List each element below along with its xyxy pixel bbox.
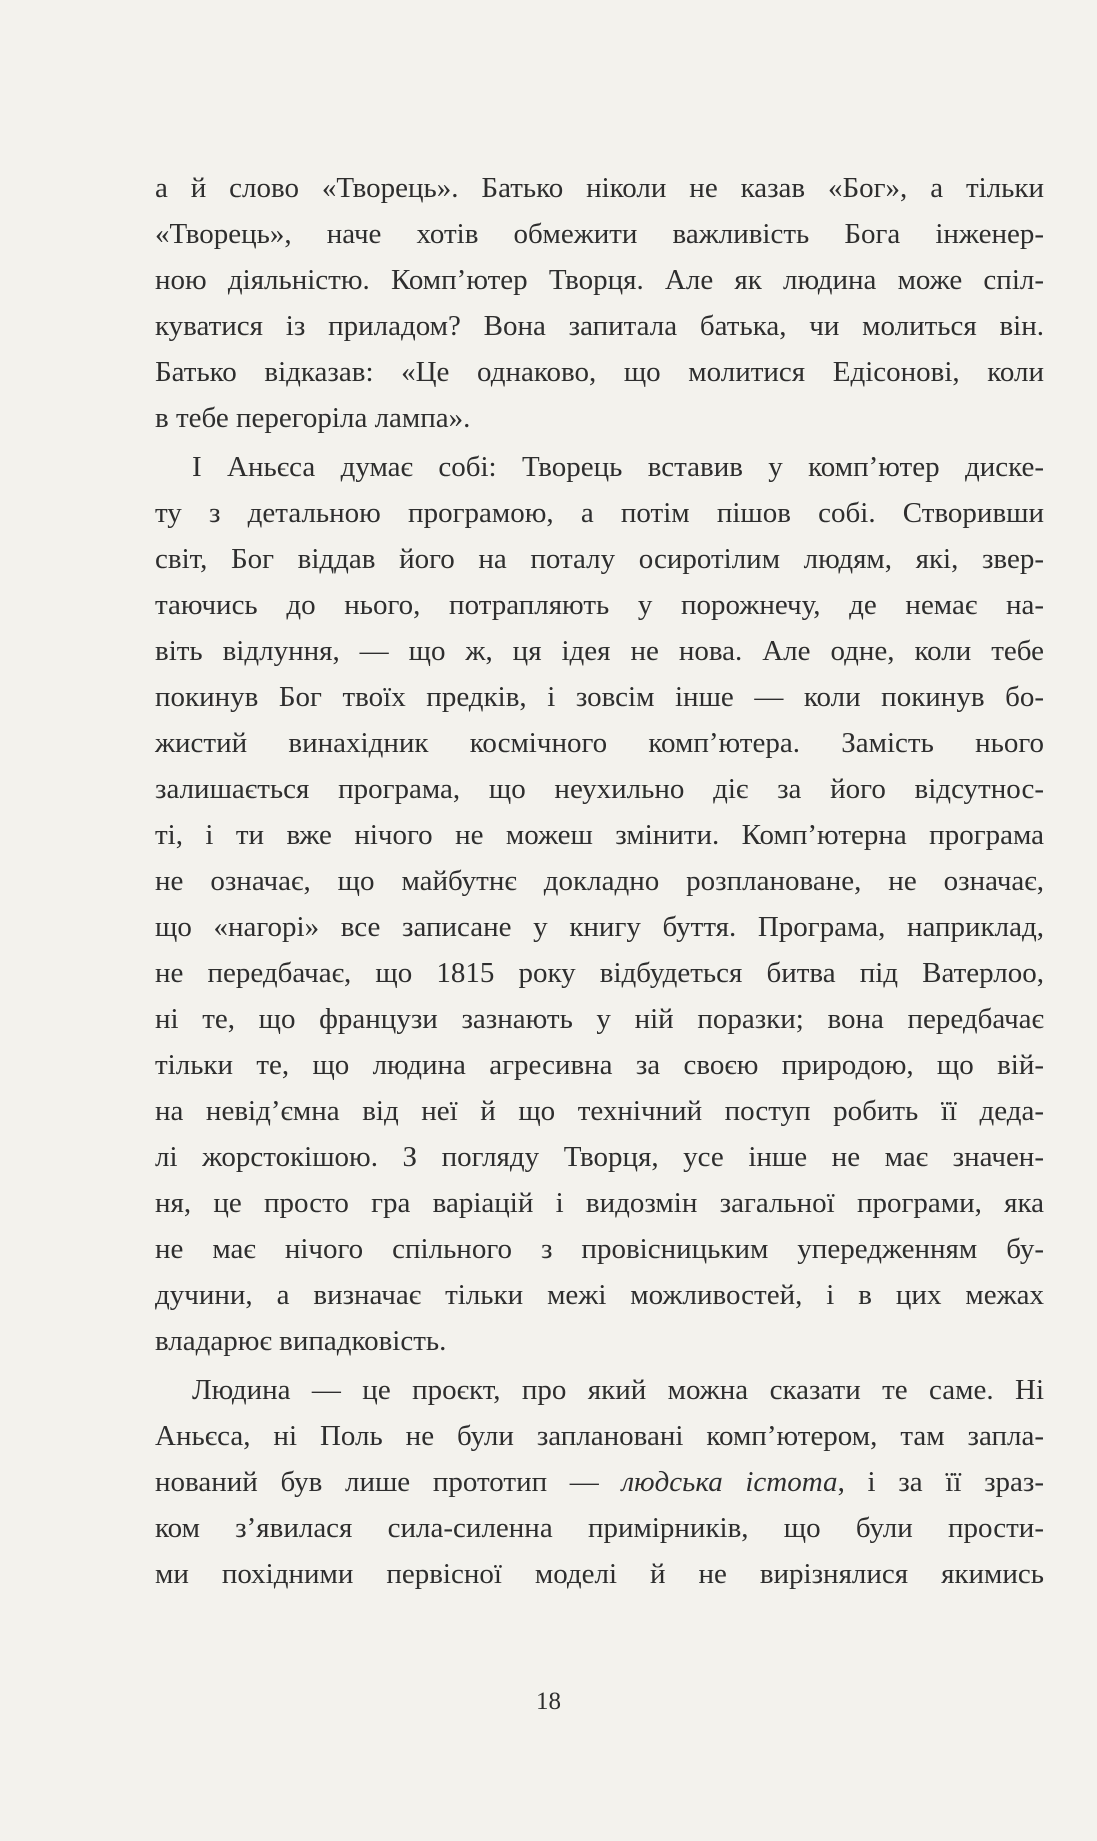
text-line: куватися із приладом? Вона запитала батька, чи молиться він. <box>155 310 1044 342</box>
text-line: лі жорстокішою. З погляду Творця, усе інше не має значен- <box>155 1141 1044 1173</box>
text-line: тільки те, що людина агресивна за своєю природою, що вій- <box>155 1049 1044 1081</box>
text-line: не передбачає, що 1815 року відбудеться битва під Ватерлоо, <box>155 957 1044 989</box>
text-line: дучини, а визначає тільки межі можливостей, і в цих межах <box>155 1279 1044 1311</box>
text-line: ною діяльністю. Комп’ютер Творця. Але як людина може спіл- <box>155 264 1044 296</box>
text-segment: , і за її зраз- <box>837 1466 1045 1498</box>
text-line: що «нагорі» все записане у книгу буття. Програма, наприклад, <box>155 911 1044 943</box>
text-line: залишається програма, що неухильно діє за його відсутнос- <box>155 773 1044 805</box>
italic-phrase: людська істота <box>621 1466 838 1498</box>
text-line: не має нічого спільного з провісницьким упередженням бу- <box>155 1233 1044 1265</box>
text-line: покинув Бог твоїх предків, і зовсім інше — коли покинув бо- <box>155 681 1044 713</box>
text-line: світ, Бог віддав його на поталу осиротілим людям, які, звер- <box>155 543 1044 575</box>
text-line: ту з детальною програмою, а потім пішов собі. Створивши <box>155 497 1044 529</box>
text-line: Аньєса, ні Поль не були заплановані комп’ютером, там запла- <box>155 1420 1044 1452</box>
text-line: ті, і ти вже нічого не можеш змінити. Комп’ютерна програма <box>155 819 1044 851</box>
text-line: Батько відказав: «Це однаково, що молитися Едісонові, коли <box>155 356 1044 388</box>
text-line: «Творець», наче хотів обмежити важливість Бога інженер- <box>155 218 1044 250</box>
text-line: владарює випадковість. <box>155 1325 447 1357</box>
paragraph-2 <box>155 444 1044 1364</box>
text-line: таючись до нього, потрапляють у порожнечу, де немає на- <box>155 589 1044 621</box>
text-line: на невід’ємна від неї й що технічний поступ робить її деда- <box>155 1095 1044 1127</box>
text-line: віть відлуння, — що ж, ця ідея не нова. Але одне, коли тебе <box>155 635 1044 667</box>
text-line: в тебе перегоріла лампа». <box>155 402 471 434</box>
text-line: ня, це просто гра варіацій і видозмін загальної програми, яка <box>155 1187 1044 1219</box>
text-line: Людина — це проєкт, про який можна сказати те саме. Ні <box>192 1374 1044 1406</box>
text-line: ні те, що французи зазнають у ній поразки; вона передбачає <box>155 1003 1044 1035</box>
text-segment: нований був лише прототип — <box>155 1466 622 1498</box>
text-line: І Аньєса думає собі: Творець вставив у комп’ютер диске- <box>192 451 1044 483</box>
text-line: не означає, що майбутнє докладно розплановане, не означає, <box>155 865 1044 897</box>
text-line: ми похідними первісної моделі й не вирізнялися якимись <box>155 1558 1044 1590</box>
text-line: а й слово «Творець». Батько ніколи не казав «Бог», а тільки <box>155 172 1044 204</box>
page-number: 18 <box>536 1688 561 1715</box>
paragraph-1 <box>155 165 1044 441</box>
text-line: жистий винахідник космічного комп’ютера. Замість нього <box>155 727 1044 759</box>
paragraph-3 <box>155 1367 1044 1597</box>
text-line-with-italic <box>155 1459 1044 1505</box>
page-body <box>155 165 1044 1600</box>
text-line: ком з’явилася сила-силенна примірників, що були прости- <box>155 1512 1044 1544</box>
